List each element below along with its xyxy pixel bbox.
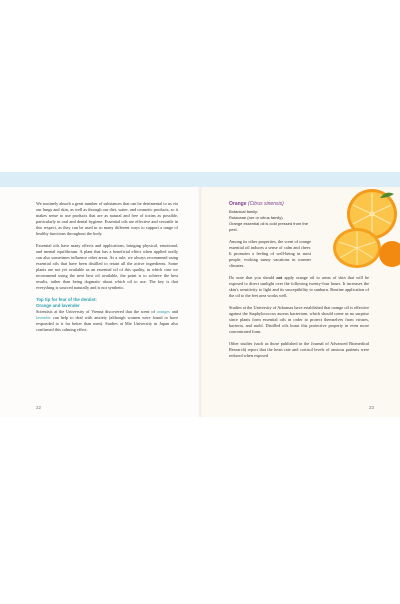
fact-line: Orange essential oil is cold pressed from the peel. <box>229 221 308 232</box>
left-page <box>0 187 200 417</box>
tip-subtitle: Orange and lavender <box>36 303 80 308</box>
warning-paragraph <box>229 275 369 299</box>
page-number-left: 22 <box>36 405 42 410</box>
plant-heading <box>229 201 369 207</box>
tip-title: Top tip for fear of the dentist: <box>36 297 97 302</box>
plant-facts <box>229 209 309 233</box>
tip-paragraph <box>36 309 178 333</box>
paragraph: Essential oils have many effects and applications, bringing physical, emotional, and mental equilibrium. A plant that has a beneficial effect when applied orally can also sometimes influence other areas. As a rule, we always recommend using essential oils that have been distilled to retain all the active ingredients. Some plants are not yet available as an essential oil of this quality, in which case we recommend using the next best oil available, the point is to achieve the best results, rather than being dogmatic about which oil to use. The key is that everything is sourced naturally and is not synthetic. <box>36 243 178 290</box>
book-gutter <box>198 187 202 417</box>
plant-latin-name: (Citrus sinensis) <box>247 201 284 207</box>
fact-line: Botanical family: <box>229 209 259 214</box>
tip-text: Scientists at the University of Vienna discovered that the scent of <box>36 309 157 314</box>
note-emphasis: not <box>276 275 283 280</box>
header-band <box>0 172 400 187</box>
note-text: apply orange oil to areas of skin that will be exposed to direct sunlight over the following twenty-four hours. It increases the skin's sensitivity to light and its susceptibility to sunburn. Routine application of the oil to the feet area works well. <box>229 275 370 298</box>
tip-text: and <box>170 309 178 314</box>
plant-name: Orange <box>229 201 247 207</box>
page-number-right: 23 <box>369 405 375 410</box>
highlight-oranges: oranges <box>156 309 171 314</box>
right-text-column <box>229 201 369 365</box>
paragraph: Other studies (such as those published in the Journal of Advanced Biomedical Research) report that the heart rate and cortisol levels of anxious patients were reduced when exposed <box>229 341 369 358</box>
paragraph: Studies at the University of Arkansas have established that orange oil is effective against the Staphylococcus aureus bacterium, which should come as no surprise since plants form essential oils in order to protect themselves from viruses, bacteria, and mold. Distilled oils boast this protective property in even more concentrated form. <box>229 305 369 334</box>
note-text: Do note that you should <box>229 275 277 280</box>
left-text-column <box>36 201 178 339</box>
fact-line: Rutaceae (rue or citrus family) <box>229 215 283 220</box>
paragraph: We routinely absorb a great number of substances that can be detrimental to us via our lungs and skin, as well as through our diet, water, and cosmetic products, so it makes sense to use products that are as natural and free of toxins as possible, particularly in oral and dental hygiene. Essential oils are effective and versatile in this respect, as they can be used in so many different ways to support a range of healthy functions throughout the body. <box>36 201 178 236</box>
tip-text: can help to deal with anxiety (although women were found to have responded to it far better than men). Studies at Mie University in Japan also confirmed this calming effect. <box>36 315 178 332</box>
paragraph: Among its other properties, the scent of orange essential oil induces a sense of calm and cheer. It promotes a feeling of well-being in most people, evoking sunny vacations in warmer climates. <box>229 239 311 268</box>
highlight-lavender: lavender <box>36 315 51 320</box>
